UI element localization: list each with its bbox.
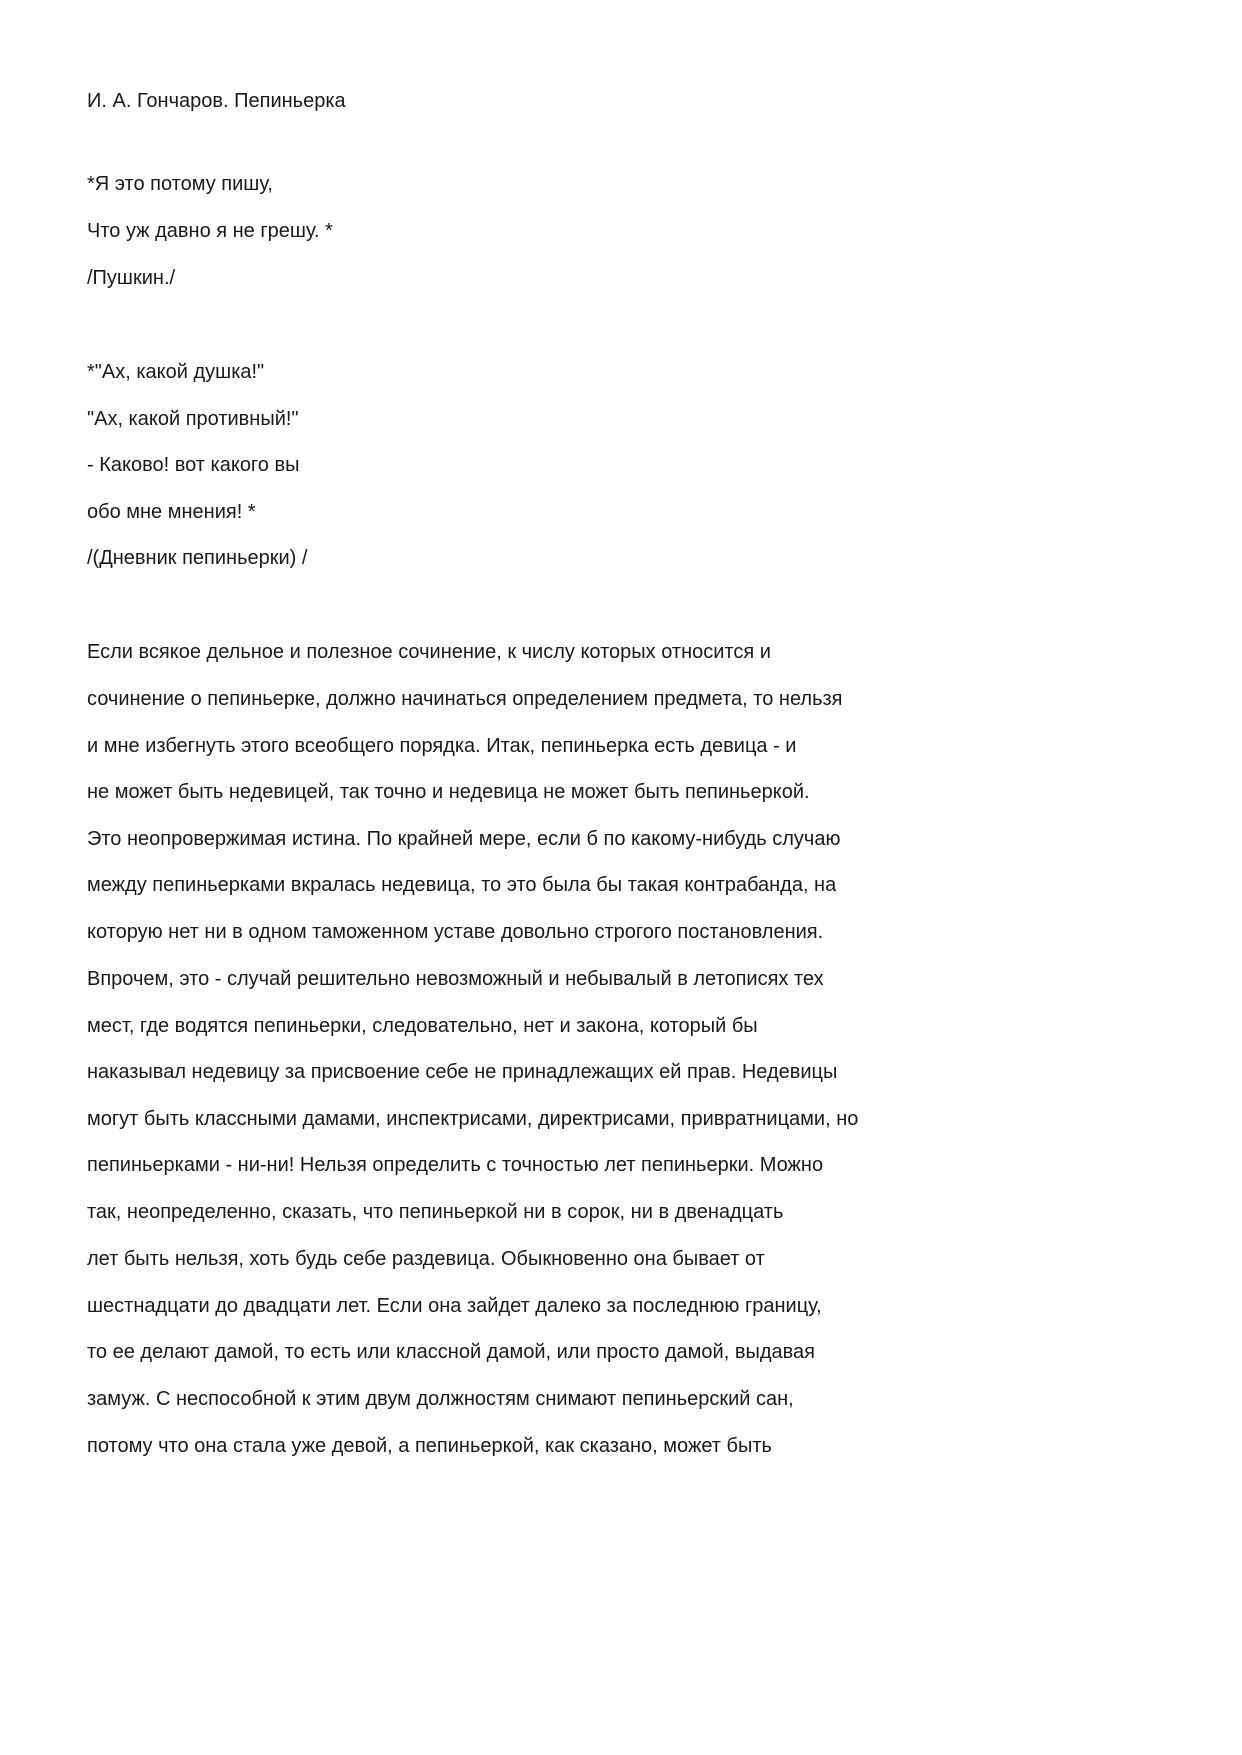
body-line: то ее делают дамой, то есть или классной дамой, или просто дамой, выдавая [87,1341,815,1363]
epigraph-line: - Каково! вот какого вы [87,454,300,476]
body-line: лет быть нельзя, хоть будь себе раздевица. Обыкновенно она бывает от [87,1248,765,1270]
body-line: Если всякое дельное и полезное сочинение, к числу которых относится и [87,641,771,663]
body-line: шестнадцати до двадцати лет. Если она зайдет далеко за последнюю границу, [87,1295,822,1317]
body-line: и мне избегнуть этого всеобщего порядка. Итак, пепиньерка есть девица - и [87,735,797,757]
epigraph-line: "Ах, какой противный!" [87,408,299,430]
body-line: Впрочем, это - случай решительно невозможный и небывалый в летописях тех [87,968,824,990]
body-line: пепиньерками - ни-ни! Нельзя определить с точностью лет пепиньерки. Можно [87,1154,824,1176]
body-line: так, неопределенно, сказать, что пепиньеркой ни в сорок, ни в двенадцать [87,1201,784,1223]
body-line: могут быть классными дамами, инспектрисами, директрисами, привратницами, но [87,1108,859,1130]
epigraph-line: Что уж давно я не грешу. * [87,220,333,242]
epigraph-line: *Я это потому пишу, [87,173,273,195]
body-line: наказывал недевицу за присвоение себе не принадлежащих ей прав. Недевицы [87,1061,838,1083]
body-line: не может быть недевицей, так точно и недевица не может быть пепиньеркой. [87,781,810,803]
epigraph-attribution: /(Дневник пепиньерки) / [87,547,308,569]
body-line: потому что она стала уже девой, а пепиньеркой, как сказано, может быть [87,1435,772,1457]
epigraph-attribution: /Пушкин./ [87,267,176,289]
epigraph-line: обо мне мнения! * [87,501,256,523]
body-line: замуж. С неспособной к этим двум должностям снимают пепиньерский сан, [87,1388,794,1410]
epigraph-line: *"Ах, какой душка!" [87,361,265,383]
body-line: Это неопровержимая истина. По крайней мере, если б по какому-нибудь случаю [87,828,841,850]
body-line: которую нет ни в одном таможенном уставе довольно строгого постановления. [87,921,824,943]
document-title: И. А. Гончаров. Пепиньерка [87,90,346,112]
body-line: мест, где водятся пепиньерки, следовательно, нет и закона, который бы [87,1015,758,1037]
body-line: между пепиньерками вкралась недевица, то это была бы такая контрабанда, на [87,874,837,896]
body-line: сочинение о пепиньерке, должно начинаться определением предмета, то нельзя [87,688,843,710]
